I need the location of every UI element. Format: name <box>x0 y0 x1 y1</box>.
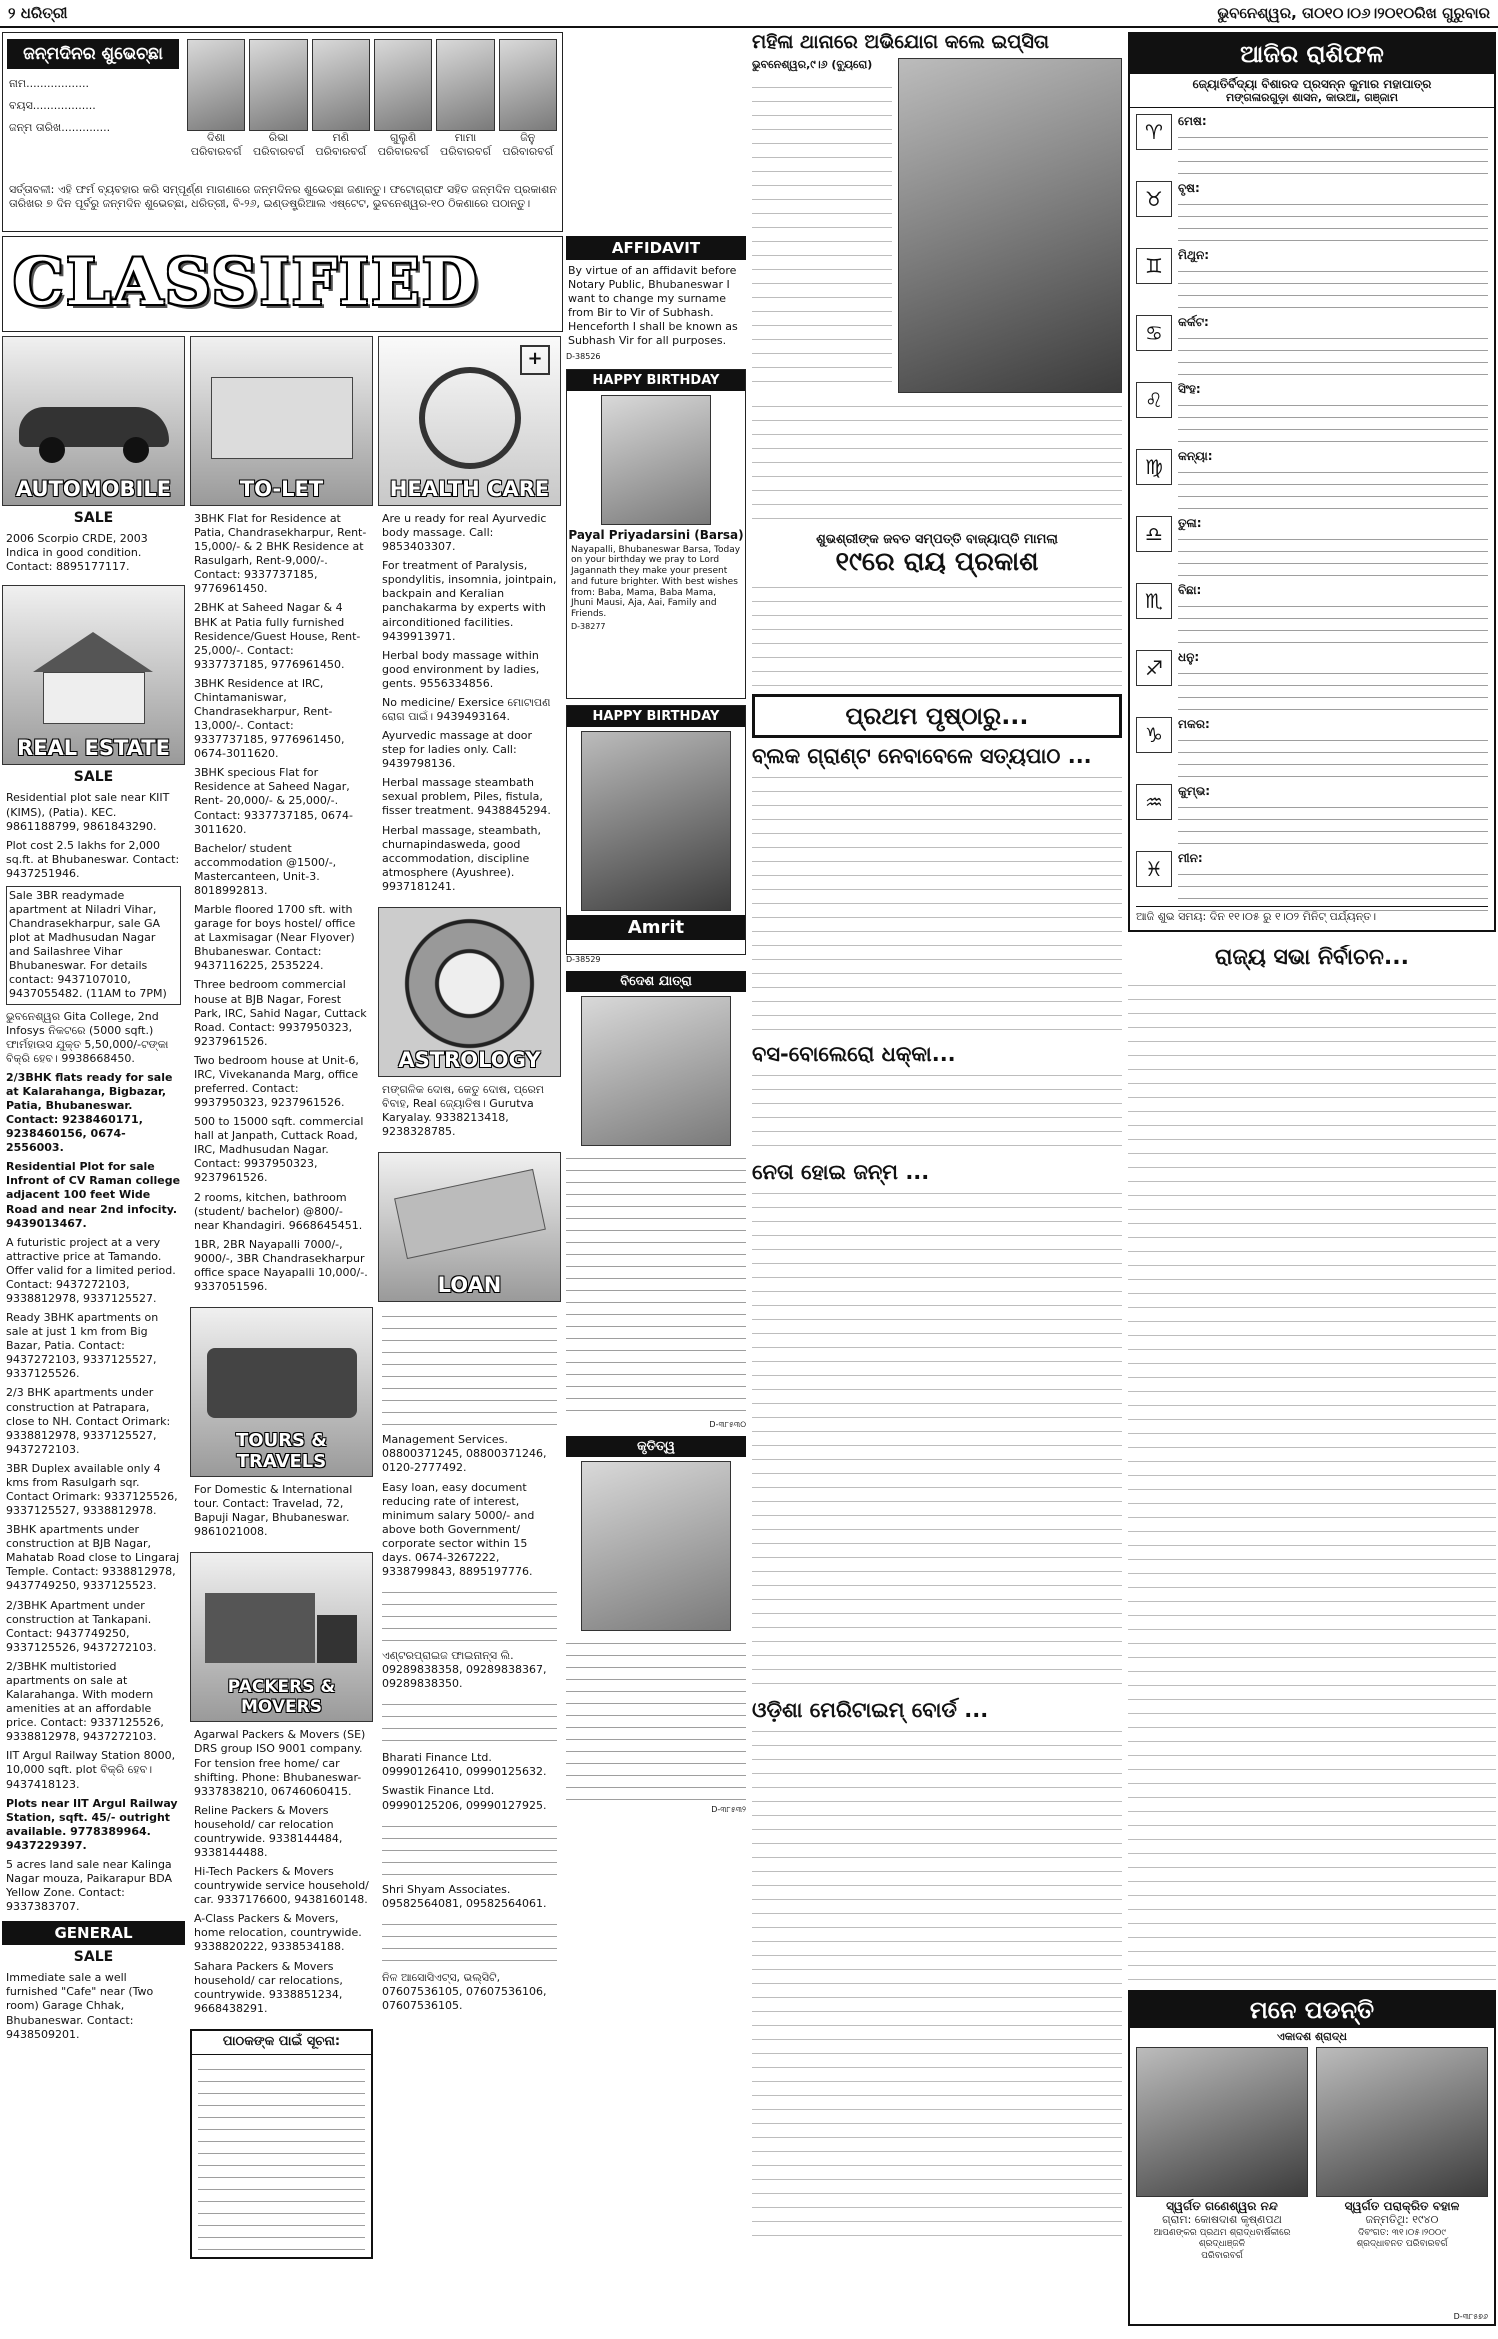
classified-ad: Bharati Finance Ltd. 09990126410, 09990125632. <box>382 1751 547 1779</box>
reader-notice-body <box>198 2061 365 2251</box>
zodiac-name: ମିଥୁନ: <box>1178 248 1210 263</box>
classified-col-3 <box>378 336 561 2326</box>
memorial-person <box>1316 2047 1488 2262</box>
memorial-photo <box>1136 2047 1308 2197</box>
birthday-photo <box>581 731 731 911</box>
zodiac-text <box>1178 464 1488 512</box>
zodiac-name: ସିଂହ: <box>1178 382 1201 397</box>
classified-ad: ଏଣ୍ଟରପ୍ରାଇଜ ଫାଇନାନ୍ସ ଲି. 09289838358, 09289838367, 09289838350. <box>382 1649 547 1691</box>
classified-col-1 <box>2 336 185 2326</box>
classified-ad: Sale 3BR readymade apartment at Niladri Vihar, Chandrasekharpur, sale GA plot at Madhusudan Nagar and Sailashree Vihar Bhubaneswar. For details contact: 9437107010, 9437055482. (11AM to 7PM) <box>6 886 181 1005</box>
classified-ad: Marble floored 1700 sft. with garage for boys hostel/ office at Laxmisagar (Near Flyover) Bhubaneswar. Contact: 9437116225, 2535224. <box>194 903 356 973</box>
classified-ad: Immediate sale a well furnished "Cafe" near (Two room) Garage Chhak, Bhubaneswar. Contact: 9438509201. <box>6 1971 154 2041</box>
form-field-dob[interactable]: ଜନ୍ମ ତାରିଖ.............. <box>9 121 111 134</box>
category-automobile <box>2 336 185 506</box>
article-top-photo <box>898 58 1122 393</box>
loan-ad-text <box>382 1308 557 1428</box>
achievement-title: କୃତିତ୍ୱ <box>566 1436 746 1457</box>
article-top-headline: ମହିଳା ଥାନାରେ ଅଭିଯୋଗ କଲେ ଇପ୍ସିତା <box>752 32 1049 53</box>
classified-ads-real-estate <box>2 789 185 1921</box>
birthday-title: HAPPY BIRTHDAY <box>567 706 745 727</box>
article-bus-body <box>752 1066 1122 1156</box>
kid-name: ଗୁଲୁଣି <box>389 131 417 144</box>
sale-heading: SALE <box>73 510 114 526</box>
affidavit-title: AFFIDAVIT <box>566 236 746 260</box>
achievement-code: D-୩୮୫୩୨ <box>711 1805 746 1815</box>
classified-ad: Sahara Packers & Movers household/ car relocations, countrywide. 9338851234, 9668438291. <box>194 1959 343 2015</box>
category-to-let <box>190 336 373 506</box>
classified-ad: 2BHK at Saheed Nagar & 4 BHK at Patia fully furnished Residence/Guest House, Rent-25,000/-. Contact: 9337737185, 9776961450. <box>194 601 361 671</box>
classified-ad: ନିଳ ଆସୋସିଏଟ୍ସ, ଭଲ୍ସିଟି, 07607536105, 07607536106, 07607536105. <box>382 1970 547 2012</box>
zodiac-entry <box>1136 248 1488 311</box>
horoscope <box>1128 32 1496 932</box>
classified-ad: ମଙ୍ଗଳିକ ଦୋଷ, କେତୁ ଦୋଷ, ପ୍ରେମ ବିବାହ, Real ଜ୍ୟୋତିଷ। Gurutva Karyalay. 9338213418, 9238328785. <box>382 1082 545 1139</box>
memorial-by: ଶ୍ରଦ୍ଧାବନତ ପରିବାରବର୍ଗ <box>1356 2239 1448 2250</box>
zodiac-name: କୁମ୍ଭ: <box>1178 784 1211 799</box>
category-label: LOAN <box>437 1273 502 1298</box>
classified-ad: 2/3BHK flats ready for sale at Kalarahanga, Bigbazar, Patia, Bhubaneswar. Contact: 9238460171, 9238460156, 0674-2556003. <box>6 1070 173 1155</box>
page-number: ୨ ଧରିତ୍ରୀ <box>8 4 68 22</box>
zodiac-icon: ♐ <box>1136 650 1172 686</box>
front-page-banner-text: ପ୍ରଥମ ପୃଷ୍ଠାରୁ... <box>845 701 1029 730</box>
classified-ad: For treatment of Paralysis, spondylitis, insomnia, jointpain, backpain and Keralian panchakarma by experts with airconditioned facilities. 9439913971. <box>382 559 557 643</box>
zodiac-name: କନ୍ୟା: <box>1178 449 1213 464</box>
news-column <box>752 32 1122 2326</box>
zodiac-text <box>1178 263 1488 311</box>
zodiac-entry <box>1136 114 1488 177</box>
category-health-care: + HEALTH CARE <box>378 336 561 506</box>
classified-ads-to-let <box>190 510 373 1301</box>
category-label: AUTOMOBILE <box>15 477 172 501</box>
loan-ad-text <box>382 1818 557 1878</box>
front-page-banner <box>752 694 1122 738</box>
classified-ad: Bachelor/ student accommodation @1500/-, Mastercanteen, Unit-3. 8018992813. <box>194 841 337 897</box>
classified-ad: Agarwal Packers & Movers (SE) DRS group ISO 9001 company. For tension free home/ car shifting. Phone: Bhubaneswar- 9337838210, 06746060415. <box>194 1728 366 1798</box>
notices-column <box>566 236 746 2326</box>
classified-ad: 3BHK Flat for Residence at Patia, Chandrasekharpur, Rent-15,000/- & 2 BHK Residence at Rasulgarh, Rent-9,000/-. Contact: 9337737185, 9776961450. <box>194 512 367 596</box>
article-rai-body <box>752 578 1122 688</box>
article-matric-headline: ଓଡ଼ିଶା ମେରିଟାଇମ୍ ବୋର୍ଡ ... <box>752 1698 989 1723</box>
sale-heading: SALE <box>73 1949 114 1966</box>
birthday-form <box>2 32 563 232</box>
memorial-title: ମନେ ପଡନ୍ତି <box>1130 1992 1494 2028</box>
classified-ad: Plots near IIT Argul Railway Station, sqft. 45/- outright available. 9778389964. 9437229397. <box>6 1796 178 1852</box>
classified-ad: Shri Shyam Associates. 09582564081, 09582564061. <box>382 1882 547 1910</box>
classified-ad: Are u ready for real Ayurvedic body massage. Call: 9853403307. <box>382 512 547 554</box>
zodiac-name: ଧନୁ: <box>1178 650 1200 665</box>
memorial-name: ସ୍ୱର୍ଗତ ପରାକ୍ରିତ ବହାଳ <box>1344 2198 1460 2213</box>
abroad-photo <box>581 996 731 1146</box>
horoscope-place: ମଙ୍ଗଳାରଗୁଡ଼ା ଶାସନ, କାଉଆ, ଗଞ୍ଜାମ <box>1130 92 1494 109</box>
zodiac-name: ମେଷ: <box>1178 114 1207 129</box>
classified-ad: 2006 Scorpio CRDE, 2003 Indica in good condition. Contact: 8895177117. <box>6 532 148 574</box>
zodiac-icon: ♉ <box>1136 181 1172 217</box>
achievement-photo <box>581 1461 731 1631</box>
abroad-title: ବିଦେଶ ଯାତ୍ରା <box>566 971 746 992</box>
zodiac-name: କର୍କଟ: <box>1178 315 1209 330</box>
birthday-name: Payal Priyadarsini (Barsa) <box>568 527 744 542</box>
loan-ad-text <box>382 1696 557 1746</box>
classified-ad: No medicine/ Exersice ମୋଟାପଣ ରୋଗ ପାଇଁ। 9439493164. <box>382 695 551 724</box>
classified-ad: 1BR, 2BR Nayapalli 7000/-, 9000/-, 3BR Chandrasekharpur office space Nayapalli 10,000/-. 9337051596. <box>194 1237 368 1293</box>
kid-photo <box>374 39 432 131</box>
classified-ad: For Domestic & International tour. Contact: Travelad, 72, Bapuji Nagar, Bhubaneswar. 9861021008. <box>194 1483 353 1539</box>
zodiac-text <box>1178 732 1488 780</box>
zodiac-text <box>1178 598 1488 646</box>
classified-ad: Ready 3BHK apartments on sale at just 1 km from Big Bazar, Patia. Contact: 9437272103, 9337125527, 9337125526. <box>6 1311 159 1381</box>
memorial-subtitle: ଏକାଦଶ ଶ୍ରାଦ୍ଧ <box>1277 2030 1347 2043</box>
zodiac-text <box>1178 129 1488 177</box>
dateline: ଭୁବନେଶ୍ୱର, ତା୦୧୦।୦୬।୨୦୧୦ରିଖ ଗୁରୁବାର <box>1217 4 1490 22</box>
birthday-notice-1 <box>566 369 746 699</box>
classified-ad: Two bedroom house at Unit-6, IRC, Vivekananda Marg, office preferred. Contact: 9937950323, 9237961526. <box>194 1053 359 1110</box>
article-rai-kicker: ଶୁଭଶ୍ରୀଙ୍କ ଜବତ ସମ୍ପତ୍ତି ବାଜ୍ୟାପ୍ତି ମାମଲା <box>816 531 1058 547</box>
classified-ads-health <box>378 510 561 901</box>
category-label: TO-LET <box>239 477 324 501</box>
classified-ad: IIT Argul Railway Station 8000, 10,000 sqft. plot ବିକ୍ରି ହେବ। 9437418123. <box>6 1749 176 1791</box>
affidavit-code: D-38526 <box>566 352 601 362</box>
birthday-title: HAPPY BIRTHDAY <box>567 370 745 391</box>
category-tours-travels <box>190 1307 373 1477</box>
zodiac-entry <box>1136 449 1488 512</box>
page-header <box>0 0 1498 28</box>
zodiac-name: ମକର: <box>1178 717 1210 732</box>
horoscope-author: ଜ୍ୟୋତିର୍ବିଦ୍ୟା ବିଶାରଦ ପ୍ରସନ୍ନ କୁମାର ମହାପାତ୍ର <box>1192 77 1432 91</box>
zodiac-entry <box>1136 315 1488 378</box>
memorial-note: ଆପଣଙ୍କର ପ୍ରଥମ ଶ୍ରାଦ୍ଧବାର୍ଷିକୀରେ ଶ୍ରଦ୍ଧାଞ୍ଜଳି <box>1153 2227 1291 2250</box>
kid-photo <box>499 39 557 131</box>
kid-family: ପରିବାରବର୍ଗ <box>440 145 491 159</box>
memorial-photo <box>1316 2047 1488 2197</box>
category-astrology <box>378 907 561 1077</box>
classified-ad: 3BHK Residence at IRC, Chintamaniswar, Chandrasekharpur, Rent-13,000/-. Contact: 9337737185, 9776961450, 0674-3011620. <box>194 676 345 761</box>
form-field-age[interactable]: ବୟସ.................. <box>9 99 96 112</box>
zodiac-entry <box>1136 650 1488 713</box>
classified-ad: Residential Plot for sale Infront of CV Raman college adjacent 100 feet Wide Road and near 2nd infocity. 9439013467. <box>6 1160 181 1230</box>
zodiac-text <box>1178 196 1488 244</box>
zodiac-icon: ♏ <box>1136 583 1172 619</box>
classified-ad: 3BHK apartments under construction at BJB Nagar, Mahatab Road close to Lingaraj Temple. Contact: 9338812978, 9437749250, 9337125523. <box>6 1523 180 1593</box>
category-loan <box>378 1152 561 1302</box>
abroad-code: D-୩୮୫୩୦ <box>709 1419 746 1429</box>
birthday-code: D-38277 <box>571 622 606 632</box>
zodiac-icon: ♓ <box>1136 851 1172 887</box>
article-rajya <box>1128 945 1496 2015</box>
article-neta-body <box>752 1184 1122 1694</box>
zodiac-entry <box>1136 717 1488 780</box>
kid-name: ମଣି <box>332 131 350 144</box>
birthday-notice-2 <box>566 705 746 955</box>
classified-ad: 2/3 BHK apartments under construction at Patrapara, close to NH. Contact Orimark: 9338812978, 9337125527, 9437272103. <box>6 1386 171 1456</box>
classified-ads-loan <box>378 1306 561 2020</box>
memorial-code: D-୩୮୫୭୬ <box>1453 2311 1488 2321</box>
zodiac-entry <box>1136 516 1488 579</box>
classified-ad: Three bedroom commercial house at BJB Nagar, Forest Park, IRC, Sahid Nagar, Cuttack Road. Contact: 9937950323, 9237961526. <box>194 978 367 1048</box>
memorial <box>1128 1990 1496 2326</box>
kid-name: ରିଭା <box>268 131 289 144</box>
zodiac-icon: ♍ <box>1136 449 1172 485</box>
classified-banner <box>2 236 563 332</box>
kid-photo <box>312 39 370 131</box>
classified-ad: Residential plot sale near KIIT (KIMS), (Patia). KEC. 9861188799, 9861843290. <box>6 791 170 833</box>
achievement-text <box>566 1635 746 1805</box>
classified-ad: ଭୁବନେଶ୍ୱର Gita College, 2nd Infosys ନିକଟରେ (5000 sqft.) ଫାର୍ମହାଉସ ଯୁକ୍ତ 5,50,000/-ଟଙ୍କା ବିକ୍ରି ହେବ। 9938668450. <box>6 1009 169 1065</box>
kid-name: ଦିଶା <box>207 131 226 144</box>
category-label: PACKERS & MOVERS <box>227 1677 336 1718</box>
memorial-by: ପରିବାରବର୍ଗ <box>1201 2250 1243 2261</box>
birthday-photo <box>601 395 711 525</box>
article-rajya-headline: ରାଜ୍ୟ ସଭା ନିର୍ବାଚନ... <box>1215 945 1409 970</box>
classified-title: CLASSIFIED <box>13 245 480 320</box>
article-rajya-body <box>1128 976 1496 2006</box>
reader-notice <box>190 2029 373 2259</box>
article-top-continued <box>752 397 1122 527</box>
birthday-form-note: ସର୍ତ୍ତାବଳୀ: ଏହି ଫର୍ମ ବ୍ୟବହାର କରି ସମ୍ପୂର୍ଣ୍ଣ ମାଗଣାରେ ଜନ୍ମଦିନର ଶୁଭେଚ୍ଛା ଜଣାନ୍ତୁ। ଫଟୋଗ୍ରାଫ ସହିତ ଜନ୍ମଦିନ ପ୍ରକାଶନ ତାରିଖର ୭ ଦିନ ପୂର୍ବରୁ ଜନ୍ମଦିନ ଶୁଭେଚ୍ଛା, ଧରିତ୍ରୀ, ବି-୨୬, ଇଣ୍ଡଷ୍ଟ୍ରିଆଲ ଏଷ୍ଟେଟ, ଭୁବନେଶ୍ୱର-୧୦ ଠିକଣାରେ ପଠାନ୍ତୁ। <box>9 183 557 211</box>
classified-ads-automobile <box>2 530 185 581</box>
kid-family: ପରିବାରବର୍ଗ <box>190 145 242 159</box>
category-label: ASTROLOGY <box>398 1047 541 1072</box>
horoscope-list <box>1130 112 1494 920</box>
classified-ads-astrology <box>378 1081 561 1146</box>
zodiac-entry <box>1136 583 1488 646</box>
kid-family: ପରିବାରବର୍ଗ <box>502 145 554 159</box>
zodiac-name: ମୀନ: <box>1178 851 1203 866</box>
memorial-note: ଦିବଂଗତ: ୩୧।୦୫।୨୦୦୯ <box>1358 2227 1446 2238</box>
classified-ad: Easy loan, easy document reducing rate of interest, minimum salary 5000/- and above both Government/ corporate sector within 15 days. 0674-3267222, 9338799843, 8895197776. <box>382 1480 535 1578</box>
category-label: TOURS & TRAVELS <box>236 1430 327 1473</box>
zodiac-icon: ♌ <box>1136 382 1172 418</box>
birthday-name: Amrit <box>567 915 745 940</box>
article-bus-headline: ବସ-ବୋଲେରୋ ଧକ୍କା... <box>752 1041 956 1066</box>
zodiac-icon: ♒ <box>1136 784 1172 820</box>
classified-ad: A futuristic project at a very attractive price at Tamando. Offer valid for a limited period. Contact: 9437272103, 9338812978, 9337125527. <box>6 1235 176 1305</box>
zodiac-icon: ♊ <box>1136 248 1172 284</box>
zodiac-text <box>1178 531 1488 579</box>
category-real-estate <box>2 585 185 765</box>
classified-ad: Swastik Finance Ltd. 09990125206, 09990127925. <box>382 1784 547 1812</box>
zodiac-text <box>1178 330 1488 378</box>
horoscope-title: ଆଜିର ରାଶିଫଳ <box>1130 34 1494 74</box>
memorial-place: ଜନ୍ମତିଥି: ୧୯୪୦ <box>1365 2213 1439 2227</box>
zodiac-text <box>1178 665 1488 713</box>
birthday-code: D-38529 <box>566 954 601 964</box>
article-top <box>752 58 1122 393</box>
abroad-text <box>566 1150 746 1420</box>
classified-ad: A-Class Packers & Movers, home relocation, countrywide. 9338820222, 9338534188. <box>194 1912 362 1954</box>
classified-ad: Herbal massage, steambath, churnapindasweda, good accommodation, discipline atmosphere (Ayushree). 9937181241. <box>382 823 542 893</box>
zodiac-name: ବୃଷ: <box>1178 181 1200 196</box>
classified-ad: 2 rooms, kitchen, bathroom (student/ bachelor) @800/- near Khandagiri. 9668645451. <box>194 1190 363 1232</box>
memorial-place: ଗ୍ରାମ: କୋଷଦାଶ କୃଷ୍ଣପଥ <box>1162 2213 1282 2227</box>
classified-col-2 <box>190 336 373 2326</box>
article-top-dateline: ଭୁବନେଶ୍ୱର,୯।୬ (ବ୍ୟୁରୋ) <box>752 57 873 71</box>
article-top-body <box>752 78 892 393</box>
zodiac-name: ତୁଳା: <box>1178 516 1202 531</box>
kid-photo <box>187 39 245 131</box>
classified-ad: Reline Packers & Movers household/ car relocation countrywide. 9338144484, 9338144488. <box>194 1803 343 1859</box>
kid-photo <box>249 39 307 131</box>
article-front-headline: ବ୍ଲକ ଗ୍ରାଣ୍ଟ ନେବାବେଳେ ସତ୍ୟପାଠ ... <box>752 743 1092 768</box>
kid-photos <box>187 39 557 173</box>
classified-ad: 3BR Duplex available only 4 kms from Rasulgarh sqr. Contact Orimark: 9337125526, 9337125527, 9338812978. <box>6 1461 178 1518</box>
category-label: REAL ESTATE <box>17 736 170 761</box>
memorial-person <box>1136 2047 1308 2262</box>
kid-photo <box>436 39 494 131</box>
classified-ad: Management Services. 08800371245, 08800371246, 0120-2777492. <box>382 1433 547 1475</box>
article-matric-body <box>752 1722 1122 2242</box>
zodiac-icon: ♑ <box>1136 717 1172 753</box>
classified-ad: 2/3BHK multistoried apartments on sale at Kalarahanga. With modern amenities at an affordable price. Contact: 9337125526, 9338812978, 9437272103. <box>6 1659 164 1744</box>
article-rai-headline: ୧୯ରେ ରାୟ ପ୍ରକାଶ <box>835 546 1039 577</box>
general-heading: GENERAL <box>2 1921 185 1945</box>
birthday-form-title: ଜନ୍ମଦିନର ଶୁଭେଚ୍ଛା <box>7 39 179 69</box>
classified-ad: 2/3BHK Apartment under construction at Tankapani. Contact: 9437749250, 9337125526, 9437272103. <box>6 1598 157 1654</box>
classified-ad: 3BHK specious Flat for Residence at Saheed Nagar, Rent- 20,000/- & 25,000/-. Contact: 9337737185, 0674-3011620. <box>194 766 353 836</box>
zodiac-entry <box>1136 784 1488 847</box>
category-label: HEALTH CARE <box>389 477 550 501</box>
horoscope-footer: ଆଜି ଶୁଭ ସମୟ: ଦିନ ୧୧।୦୫ ରୁ ୧।୦୨ ମିନିଟ୍ ପର୍ଯ୍ୟନ୍ତ। <box>1136 906 1488 924</box>
reader-notice-title: ପାଠକଙ୍କ ପାଇଁ ସୂଚନା: <box>192 2031 371 2055</box>
classified-ad: Plot cost 2.5 lakhs for 2,000 sq.ft. at Bhubaneswar. Contact: 9437251946. <box>6 838 180 880</box>
classified-ad: Herbal massage steambath sexual problem, Piles, fistula, fisser treatment. 9438845294. <box>382 776 551 818</box>
classified-ad: 5 acres land sale near Kalinga Nagar mouza, Paikarapur BDA Yellow Zone. Contact: 9337383707. <box>6 1857 173 1914</box>
zodiac-text <box>1178 397 1488 445</box>
kid-name: ମାମା <box>454 131 477 144</box>
zodiac-icon: ♎ <box>1136 516 1172 552</box>
zodiac-icon: ♈ <box>1136 114 1172 150</box>
classified-ad: Hi-Tech Packers & Movers countrywide service household/ car. 9337176600, 9438160148. <box>194 1865 369 1907</box>
zodiac-icon: ♋ <box>1136 315 1172 351</box>
kid-family: ପରିବାରବର୍ଗ <box>315 145 367 159</box>
classified-ad: 500 to 15000 sqft. commercial hall at Janpath, Cuttack Road, IRC, Madhusudan Nagar. Contact: 9937950323, 9237961526. <box>194 1115 364 1185</box>
classified-ad: Ayurvedic massage at door step for ladies only. Call: 9439798136. <box>382 729 533 771</box>
classified-ads-general <box>2 1969 185 2048</box>
loan-ad-text <box>382 1584 557 1644</box>
category-packers-movers <box>190 1552 373 1722</box>
sale-heading: SALE <box>73 769 114 786</box>
zodiac-text <box>1178 799 1488 847</box>
kid-family: ପରିବାରବର୍ଗ <box>253 145 304 159</box>
memorial-people <box>1130 2047 1494 2262</box>
article-front-body <box>752 768 1122 1038</box>
classified-ad: Herbal body massage within good environment by ladies, gents. 9556334856. <box>382 648 540 690</box>
zodiac-entry <box>1136 382 1488 445</box>
article-neta-headline: ନେତା ହୋଇ ଜନ୍ମ ... <box>752 1159 930 1184</box>
classified-ads-packers <box>190 1726 373 2022</box>
kid-name: ଜିନୁ <box>520 131 536 144</box>
affidavit-text: By virtue of an affidavit before Notary Public, Bhubaneswar I want to change my surname from Bir to Vir of Subhash. Henceforth I shall be known as Subhash Vir for all purposes. <box>568 264 738 348</box>
kid-family: ପରିବାରବର୍ଗ <box>377 145 429 159</box>
form-field-name[interactable]: ନାମ.................. <box>9 77 90 90</box>
zodiac-name: ବିଛା: <box>1178 583 1202 598</box>
classified-ads-tours <box>190 1481 373 1546</box>
loan-ad-text <box>382 1916 557 1966</box>
memorial-name: ସ୍ୱର୍ଗତ ଗଣେଶ୍ୱର ନନ୍ଦ <box>1166 2198 1278 2213</box>
birthday-message: Nayapalli, Bhubaneswar Barsa, Today on your birthday we pray to Lord Jagannath they make your present and future brighter. With best wishes from: Baba, Mama, Baba Mama, Jhuni Mausi, Aja, Aai, Family and Friends. <box>571 544 741 620</box>
zodiac-entry <box>1136 181 1488 244</box>
